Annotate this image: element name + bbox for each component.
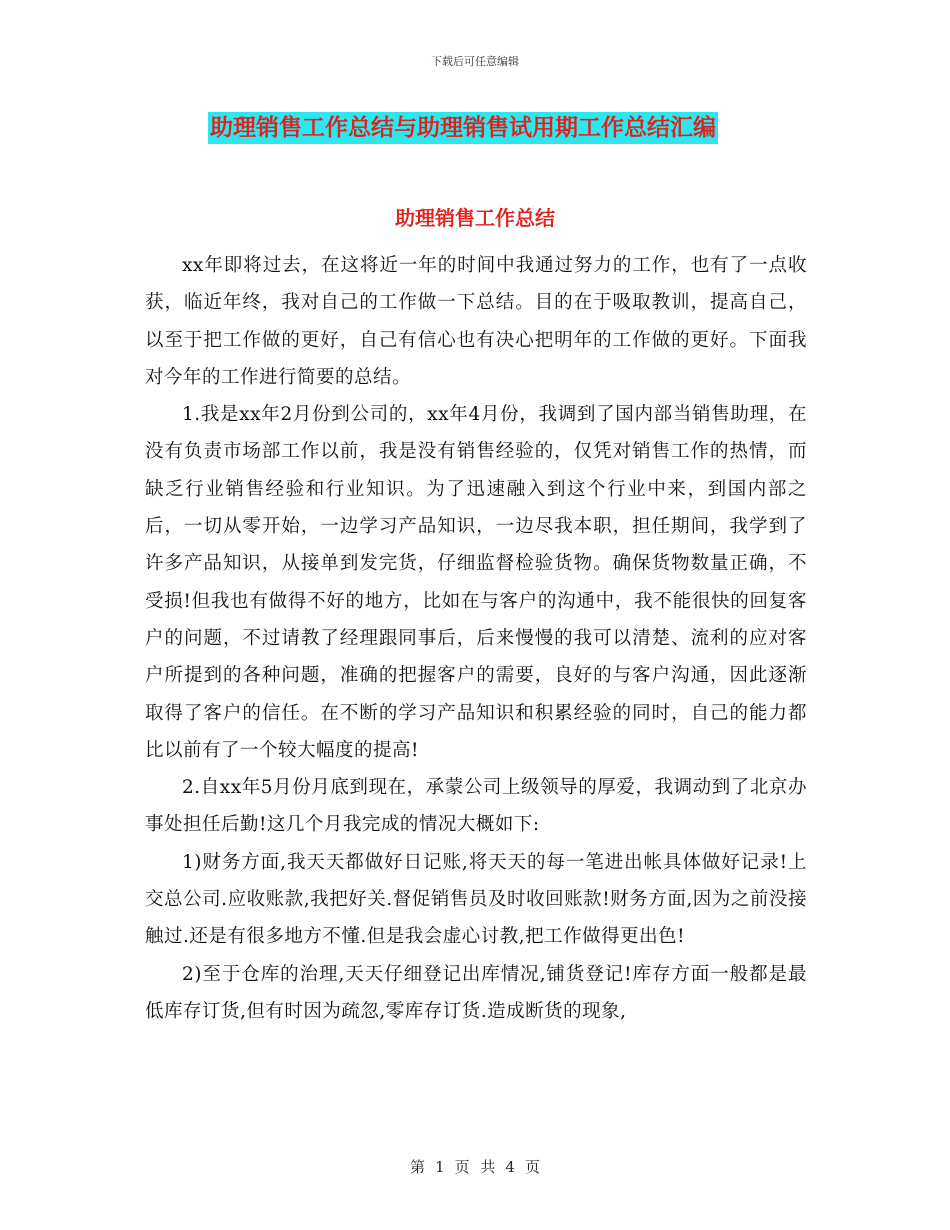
page-footer [0, 1156, 950, 1177]
paragraph-item-1: 1.我是xx年2月份到公司的，xx年4月份，我调到了国内部当销售助理，在没有负责市场部工作以前，我是没有销售经验的，仅凭对销售工作的热情，而缺乏行业销售经验和行业知识。为了迅速融入到这个行业中来，到国内部之后，一切从零开始，一边学习产品知识，一边尽我本职，担任期间，我学到了许多产品知识，从接单到发完货，仔细监督检验货物。确保货物数量正确，不受损!但我也有做得不好的地方，比如在与客户的沟通中，我不能很快的回复客户的问题，不过请教了经理跟同事后，后来慢慢的我可以清楚、流利的应对客户所提到的各种问题，准确的把握客户的需要，良好的与客户沟通，因此逐渐取得了客户的信任。在不断的学习产品知识和积累经验的同时，自己的能力都比以前有了一个较大幅度的提高! [145, 404, 807, 761]
header-note: 下载后可任意编辑 [431, 55, 519, 68]
footer-suffix: 页 [524, 1158, 540, 1176]
paragraph-intro: xx年即将过去，在这将近一年的时间中我通过努力的工作，也有了一点收获，临近年终，我对自己的工作做一下总结。目的在于吸取教训，提高自己，以至于把工作做的更好，自己有信心也有决心把明年的工作做的更好。下面我对今年的工作进行简要的总结。 [145, 255, 807, 388]
paragraph-item-2: 2.自xx年5月份月底到现在，承蒙公司上级领导的厚爱，我调动到了北京办事处担任后勤!这几个月我完成的情况大概如下: [145, 777, 807, 836]
section-title: 助理销售工作总结 [395, 206, 555, 230]
footer-mid: 页 共 [454, 1158, 496, 1176]
footer-prefix: 第 [410, 1158, 426, 1176]
paragraph-finance: 1)财务方面,我天天都做好日记账,将天天的每一笔进出帐具体做好记录!上交总公司.应收账款,我把好关.督促销售员及时收回账款!财务方面,因为之前没接触过.还是有很多地方不懂.但是我会虚心讨教,把工作做得更出色! [145, 851, 807, 948]
page-total: 4 [505, 1158, 515, 1176]
paragraph-warehouse: 2)至于仓库的治理,天天仔细登记出库情况,铺货登记!库存方面一般都是最低库存订货,但有时因为疏忽,零库存订货.造成断货的现象, [145, 963, 807, 1022]
document-body [145, 247, 807, 1030]
page-number: 1 [435, 1158, 445, 1176]
document-title: 助理销售工作总结与助理销售试用期工作总结汇编 [208, 112, 718, 144]
